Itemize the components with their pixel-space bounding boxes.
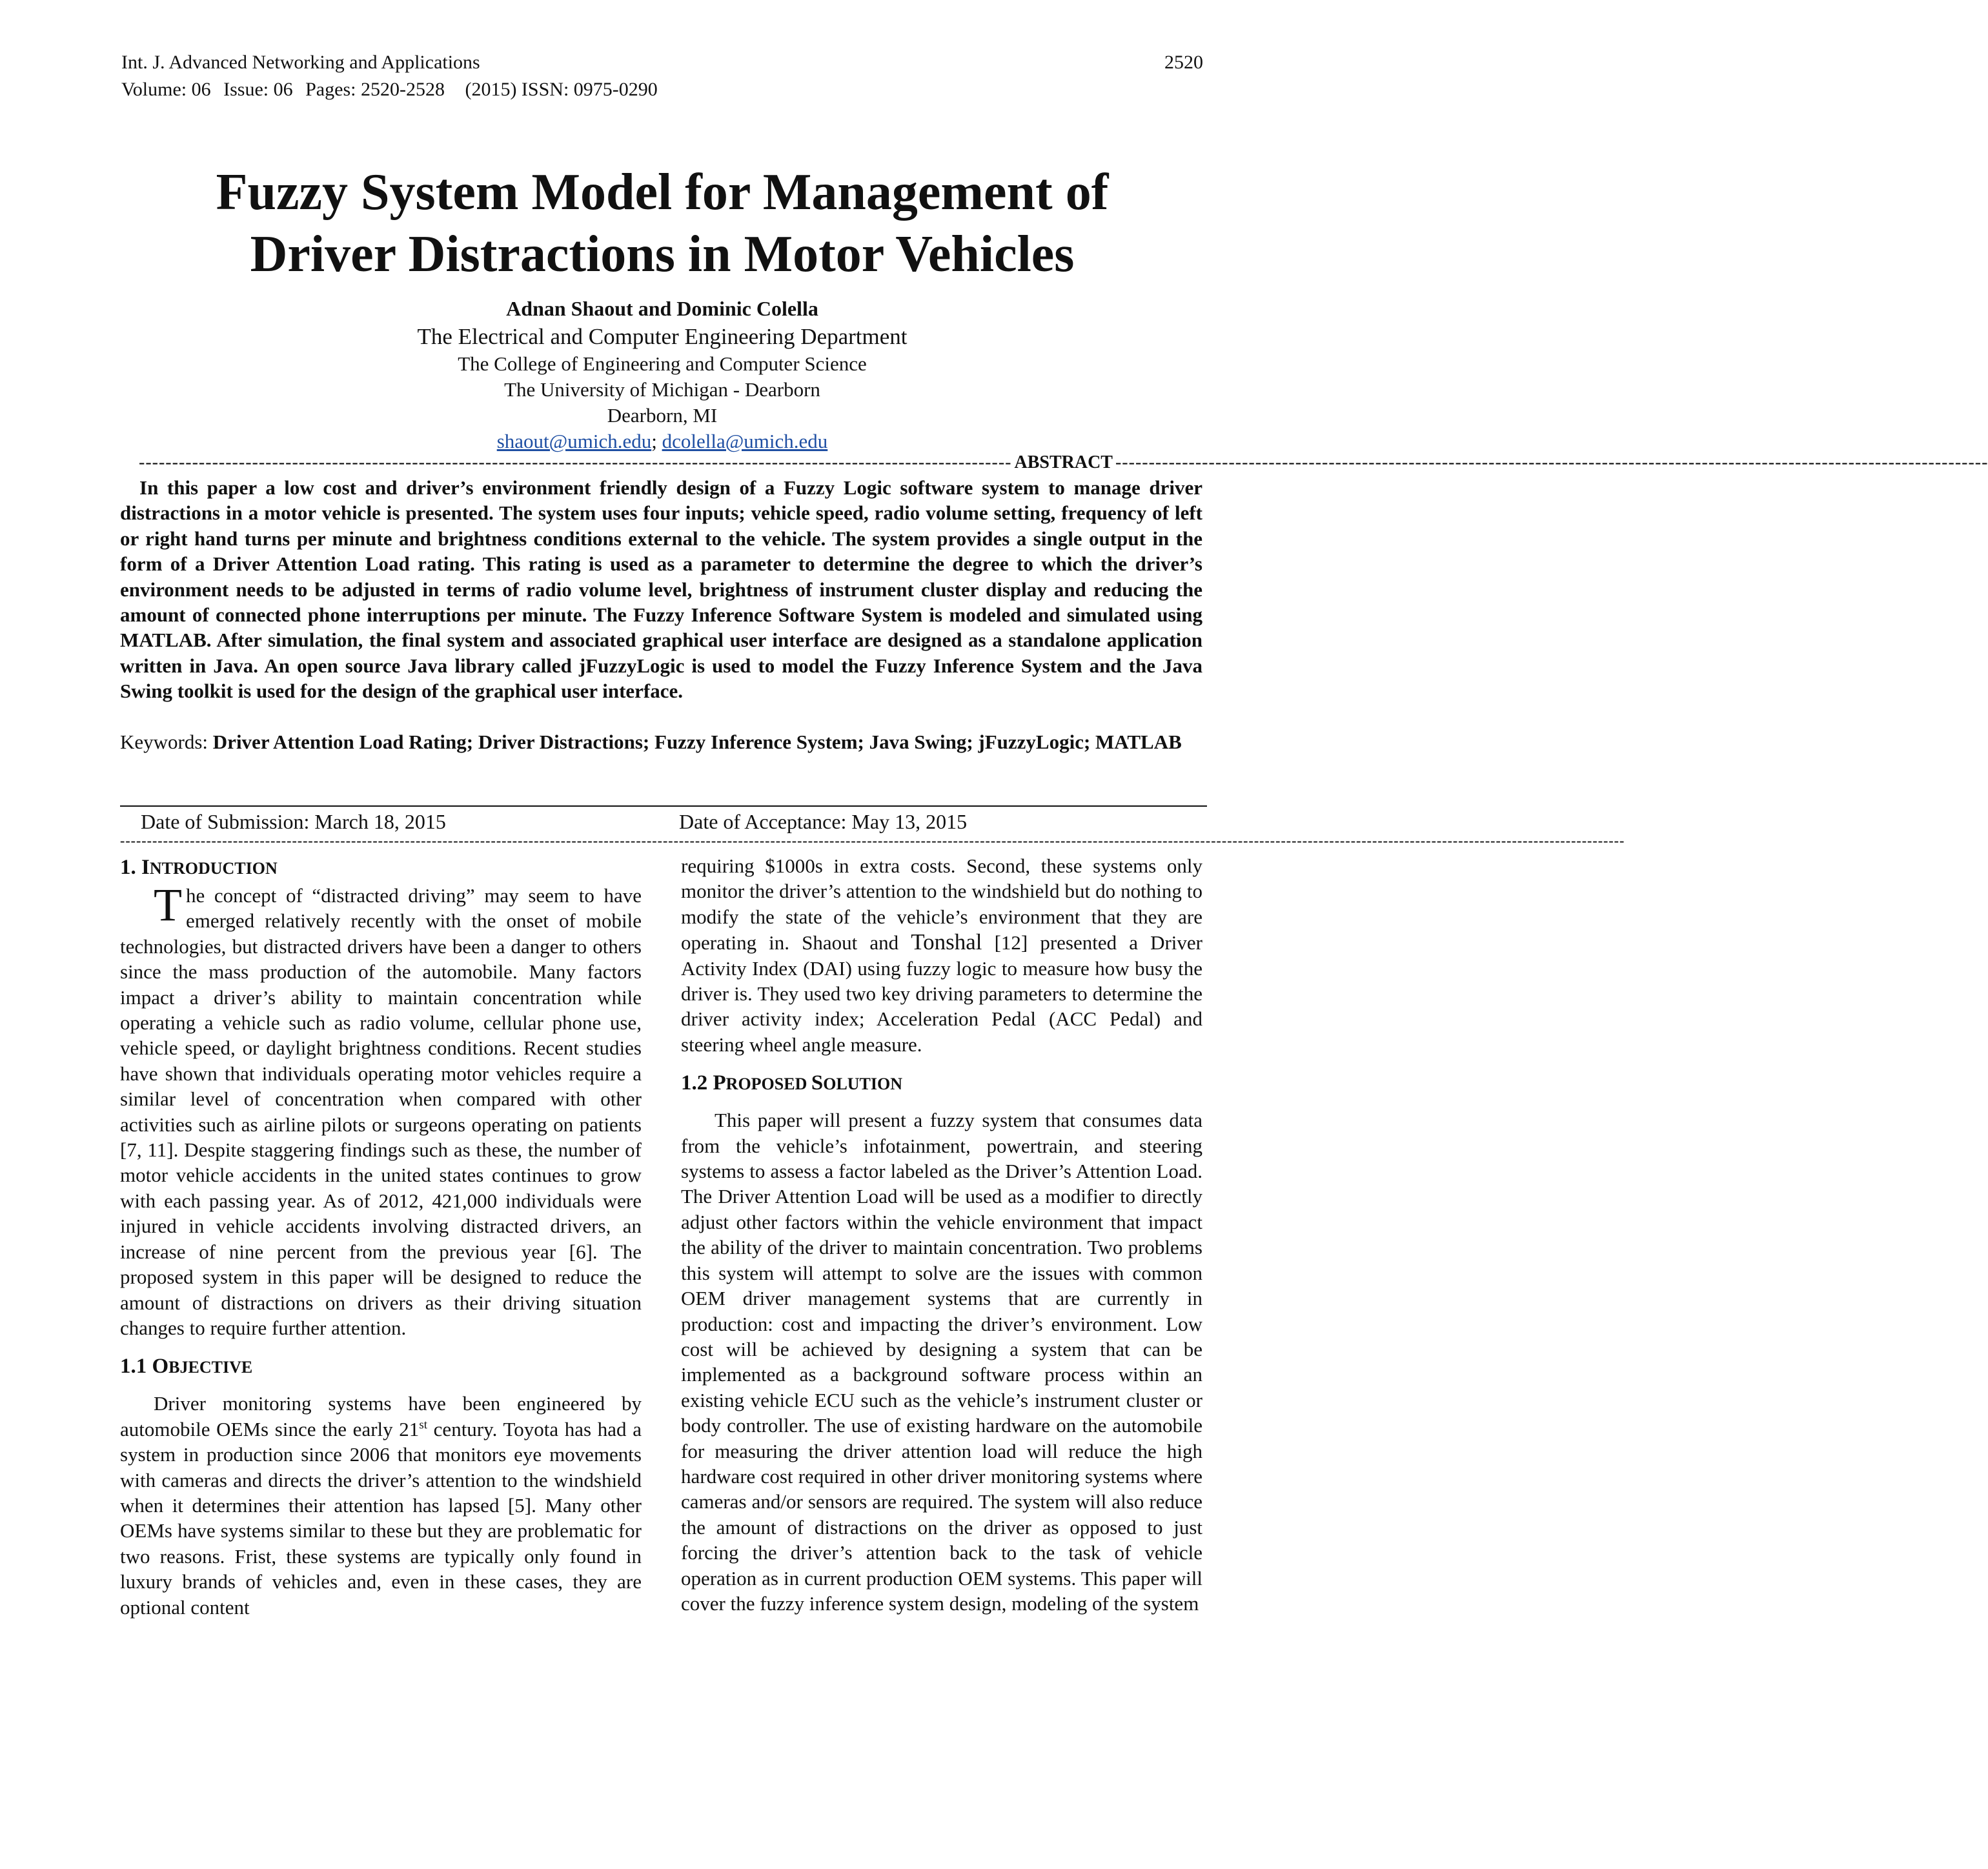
abstract-label: ABSTRACT [1014, 452, 1113, 472]
keywords-values: Driver Attention Load Rating; Driver Distractions; Fuzzy Inference System; Java Swing; jFuzzyLogic; MATLAB [212, 731, 1182, 753]
title-line-2: Driver Distractions in Motor Vehicles [250, 226, 1075, 283]
university: The University of Michigan - Dearborn [504, 378, 820, 401]
left-column [120, 853, 642, 1620]
introduction-paragraph: The concept of “distracted driving” may seem to have emerged relatively recently with the onset of mobile technologies, but distracted drivers have been a danger to others since the mass production of the automobile. Many factors impact a driver’s ability to maintain concentration while operating a vehicle such as radio volume, cellular phone use, vehicle speed, or daylight brightness conditions. Recent studies have shown that individuals operating motor vehicles require a similar level of concentration when compared with other activities such as airline pilots or surgeons operating on patients [7, 11]. Despite staggering findings such as these, the number of motor vehicle accidents in the united states continues to grow with each passing year. As of 2012, 421,000 individuals were injured in vehicle accidents involving distracted drivers, an increase of nine percent from the previous year [6]. The proposed system in this paper will be designed to reduce the amount of distractions on drivers as their driving situation changes to require further attention. [120, 879, 642, 1339]
section-heading-objective: 1.1 OBJECTIVE [120, 1355, 253, 1379]
paper-title [121, 161, 1203, 285]
divider-dashes-left: ----------------------------------------------------------------------------------------------------------------------------------- [139, 452, 1012, 472]
email-link-colella[interactable]: dcolella@umich.edu [662, 430, 828, 452]
volume-line [121, 76, 658, 103]
emails [121, 429, 1203, 454]
email-link-shaout[interactable]: shaout@umich.edu [496, 430, 652, 452]
author-block [121, 294, 1203, 454]
email-separator: ; [651, 430, 657, 452]
objective-paragraph-continued: requiring $1000s in extra costs. Second, these systems only monitor the driver’s attention to the windshield but do nothing to modify the state of the vehicle’s environment that they are operating in. Shaout and Tonshal [12] presented a Driver Activity Index (DAI) using fuzzy logic to measure how busy the driver is. They used two key driving parameters to determine the driver activity index; Acceleration Pedal (ACC Pedal) and steering wheel angle measure. [681, 854, 1202, 1056]
acceptance-date: Date of Acceptance: May 13, 2015 [679, 810, 968, 833]
keywords-label: Keywords: [120, 731, 208, 753]
department: The Electrical and Computer Engineering Department [417, 324, 908, 349]
year-issn: (2015) ISSN: 0975-0290 [465, 79, 658, 100]
page-number: 2520 [1164, 52, 1203, 73]
abstract-divider [139, 452, 1988, 474]
pages: Pages: 2520-2528 [305, 79, 445, 100]
abstract-text: In this paper a low cost and driver’s environment friendly design of a Fuzzy Logic software system to manage driver distractions in a motor vehicle is presented. The system uses four inputs; vehicle speed, radio volume setting, frequency of left or right hand turns per minute and brightness conditions external to the vehicle. The system provides a single output in the form of a Driver Attention Load rating. This rating is used as a parameter to determine the degree to which the driver’s environment needs to be adjusted in terms of radio volume level, brightness of instrument cluster display and reducing the amount of connected phone interruptions per minute. The Fuzzy Inference Software System is modeled and simulated using MATLAB. After simulation, the final system and associated graphical user interface are designed as a standalone application written in Java. An open source Java library called jFuzzyLogic is used to model the Fuzzy Inference System and the Java Swing toolkit is used for the design of the graphical user interface. [120, 476, 1202, 703]
running-header [121, 49, 658, 103]
section-heading-proposed-solution: 1.2 PROPOSED SOLUTION [681, 1071, 903, 1095]
drop-cap: T [154, 879, 182, 931]
title-line-1: Fuzzy System Model for Management of [216, 164, 1109, 221]
submission-date: Date of Submission: March 18, 2015 [141, 810, 446, 833]
section-heading-introduction: 1. INTRODUCTION [120, 856, 278, 879]
rule-dashed: ---------------------------------------------------------------------------------------------------------------------------------------------------------------------------------------------------------------------------------------------------------------------------------------- [120, 833, 1625, 849]
location: Dearborn, MI [607, 404, 718, 427]
journal-name: Int. J. Advanced Networking and Applications [121, 52, 480, 73]
keywords [120, 729, 1202, 754]
right-column [681, 853, 1202, 1616]
objective-paragraph: Driver monitoring systems have been engineered by automobile OEMs since the early 21st century. Toyota has had a system in production since 2006 that monitors eye movements with cameras and directs the driver’s attention to the windshield when it determines their attention has lapsed [5]. Many other OEMs have systems similar to these but they are problematic for two reasons. Frist, these systems are typically only found in luxury brands of vehicles and, even in these cases, they are optional content [120, 1392, 642, 1619]
proposed-solution-paragraph: This paper will present a fuzzy system that consumes data from the vehicle’s infotainment, powertrain, and steering systems to assess a factor labeled as the Driver’s Attention Load. The Driver Attention Load will be used as a modifier to directly adjust other factors within the vehicle environment that impact the ability of the driver to maintain concentration. Two problems this system will attempt to solve are the issues with common OEM driver management systems that are currently in production: cost and impacting the driver’s environment. Low cost will be achieved by designing a system that can be implemented as a background software process within an existing vehicle ECU such as the vehicle’s instrument cluster or body controller. The use of existing hardware on the automobile for measuring the driver attention load will reduce the high hardware cost required in other driver monitoring systems where cameras and/or sensors are required. The system will also reduce the amount of distractions on the driver as opposed to just forcing the driver’s attention back to the task of vehicle operation as in current production OEM systems. This paper will cover the fuzzy inference system design, modeling of the system [681, 1109, 1202, 1615]
college: The College of Engineering and Computer Science [458, 352, 867, 375]
rule-top [120, 805, 1207, 807]
volume: Volume: 06 [121, 79, 211, 100]
author-names: Adnan Shaout and Dominic Colella [506, 297, 818, 320]
divider-dashes-right: ----------------------------------------------------------------------------------------------------------------------------------- [1115, 452, 1988, 472]
issue: Issue: 06 [223, 79, 293, 100]
